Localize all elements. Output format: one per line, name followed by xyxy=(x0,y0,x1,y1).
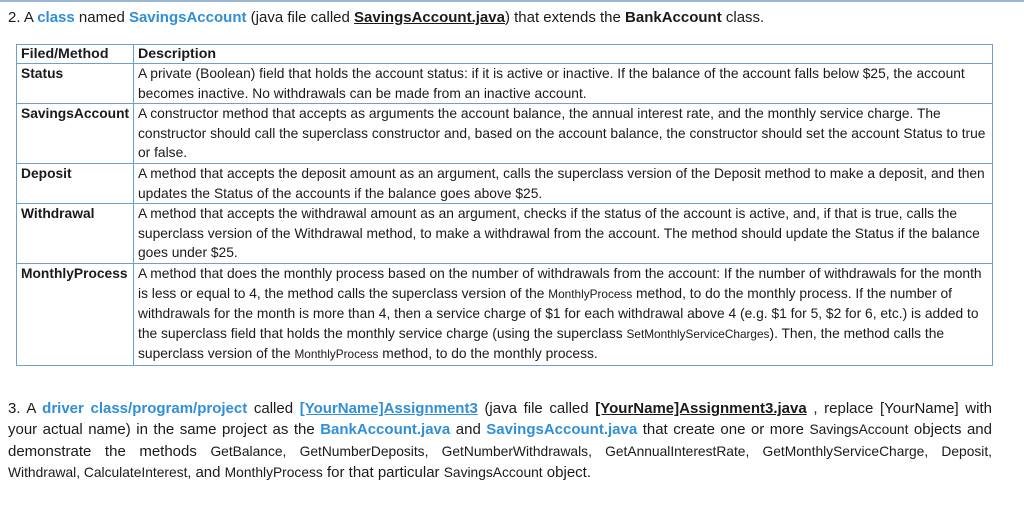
description-text: A method that does the monthly process based on the number of withdrawals from the account: If the number of withdrawals for the month is less or equal to 4, the method calls the superclass version of the xyxy=(138,265,982,301)
description-text: method, to do the monthly process. xyxy=(378,346,598,362)
paragraph-text: that create one or more xyxy=(637,421,810,439)
heading-text: 2. A xyxy=(8,9,38,26)
bank-file-name: BankAccount.java xyxy=(320,421,451,439)
field-name: Status xyxy=(17,64,134,104)
project-name: [YourName]Assignment3 xyxy=(299,400,478,417)
table-header-row xyxy=(17,45,993,64)
heading-text: (java file called xyxy=(246,9,355,26)
class-reference: SavingsAccount xyxy=(809,422,909,438)
paragraph-text: objects and demonstrate the methods xyxy=(8,421,992,460)
heading-text: named xyxy=(74,9,129,26)
method-name: MonthlyProcess xyxy=(224,465,323,481)
field-name: MonthlyProcess xyxy=(17,263,134,365)
table-row xyxy=(17,64,993,104)
savings-file-name: SavingsAccount.java xyxy=(486,421,638,439)
field-description: A constructor method that accepts as arguments the account balance, the annual interest rate, and the monthly service charge. The constructor should call the superclass constructor and, based on the account balance, the constructor should set the account Status to true or false. xyxy=(134,104,993,164)
method-list: GetBalance, GetNumberDeposits, GetNumberWithdrawals, GetAnnualInterestRate, GetMonthlyServiceCharge, Deposit, Withdrawal, CalculateInterest, xyxy=(8,443,993,481)
paragraph-text: and xyxy=(450,421,487,439)
header-description: Description xyxy=(134,45,993,64)
class-name: SavingsAccount xyxy=(128,9,247,26)
header-field-method: Filed/Method xyxy=(17,45,134,64)
method-name: SetMonthlyServiceCharges xyxy=(626,326,770,341)
base-class-name: BankAccount xyxy=(625,9,722,26)
field-description: A private (Boolean) field that holds the account status: if it is active or inactive. If the balance of the account falls below $25, the account becomes inactive. No withdrawals can be made from an inactive account. xyxy=(134,64,993,104)
class-keyword: class xyxy=(37,9,75,26)
field-method-table xyxy=(16,44,993,366)
paragraph-text: object. xyxy=(542,464,592,482)
method-name: MonthlyProcess xyxy=(548,286,633,301)
driver-class-phrase: driver class/program/project xyxy=(42,400,248,417)
table-row xyxy=(17,204,993,264)
description-text: method, to do the monthly process. If the number of withdrawals for the month is more than 4, then a service charge of $1 for each withdrawal above 4 (e.g. $1 for 5, $2 for 6, etc.) is added to the superclass field that holds the monthly service charge (using the superclass xyxy=(138,285,979,341)
field-name: SavingsAccount xyxy=(17,104,134,164)
heading-text: class. xyxy=(721,9,765,26)
table-row xyxy=(17,163,993,203)
paragraph-text: 3. A xyxy=(8,400,43,417)
field-description xyxy=(134,263,993,365)
field-description: A method that accepts the deposit amount as an argument, calls the superclass version of the Deposit method to make a deposit, and then updates the Status of the accounts if the balance goes above $25. xyxy=(134,163,993,203)
class-reference: SavingsAccount xyxy=(443,465,543,481)
project-file-name: [YourName]Assignment3.java xyxy=(595,400,807,417)
paragraph-text: (java file called xyxy=(477,400,596,417)
top-divider xyxy=(0,0,1024,2)
section-3-paragraph xyxy=(8,398,992,484)
table-row xyxy=(17,104,993,164)
field-name: Deposit xyxy=(17,163,134,203)
paragraph-text: for that particular xyxy=(322,464,444,482)
paragraph-text: and xyxy=(191,464,225,482)
section-2-heading xyxy=(8,8,1008,28)
paragraph-text: , replace [YourName] with your actual name) in the same project as the xyxy=(8,400,992,439)
heading-text: ) that extends the xyxy=(504,9,626,26)
description-text: ). Then, the method calls the superclass version of the xyxy=(138,325,945,362)
paragraph-text: called xyxy=(247,400,300,417)
table-row xyxy=(17,263,993,365)
field-description: A method that accepts the withdrawal amount as an argument, checks if the status of the account is active, and, if that is true, calls the superclass version of the Withdrawal method, to make a withdrawal from the account. The method should update the Status if the balance goes under $25. xyxy=(134,204,993,264)
field-name: Withdrawal xyxy=(17,204,134,264)
method-name: MonthlyProcess xyxy=(294,347,379,362)
file-name: SavingsAccount.java xyxy=(354,9,505,26)
